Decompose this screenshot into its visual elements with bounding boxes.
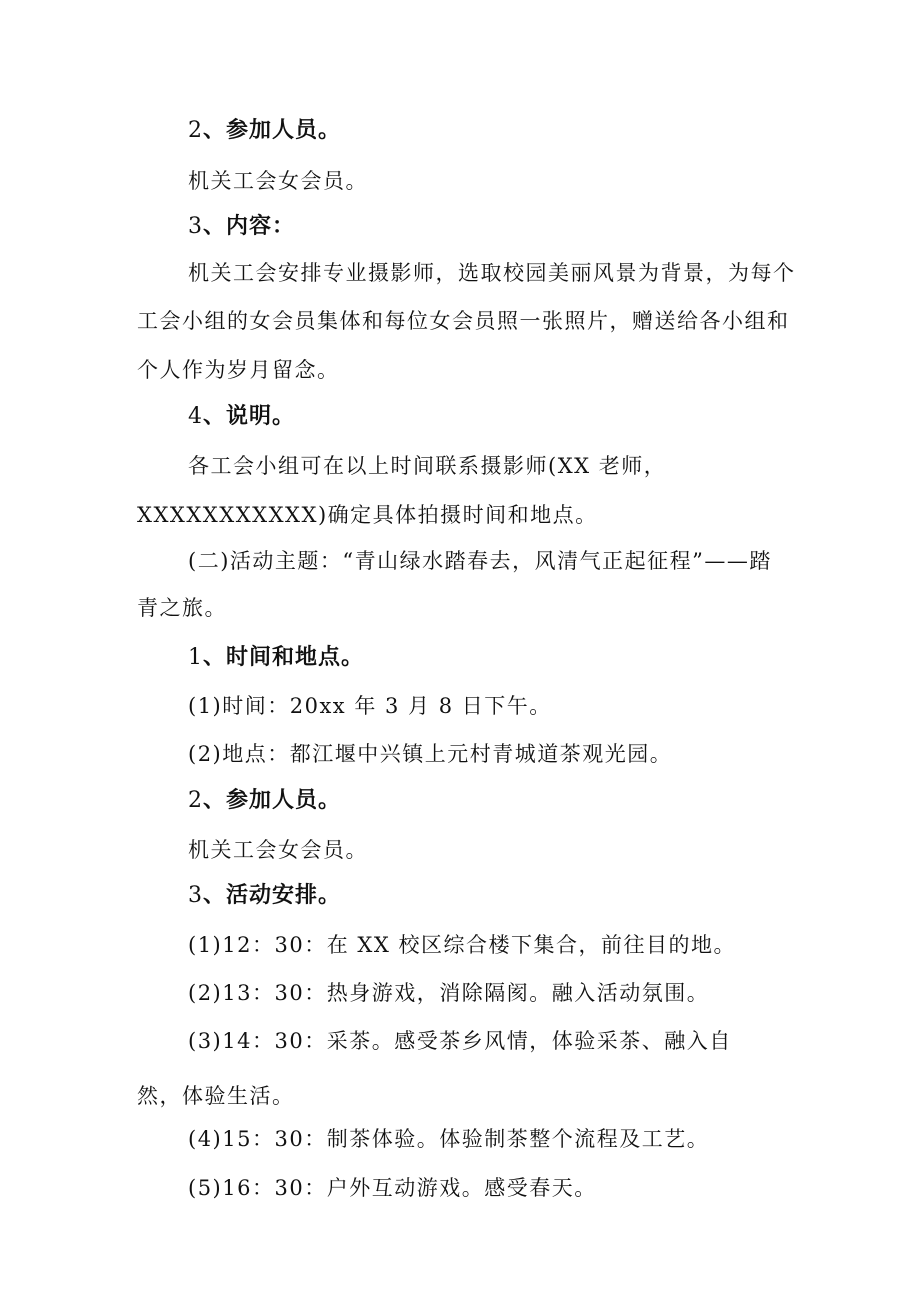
- paragraph-line: (1)时间：20xx 年 3 月 8 日下午。: [188, 694, 552, 718]
- section-number: 1: [188, 645, 203, 670]
- schedule-item-continued: 然，体验生活。: [137, 1084, 295, 1108]
- paragraph-line: 机关工会女会员。: [188, 169, 368, 193]
- section-number: 3: [188, 883, 203, 908]
- schedule-item: (1)12：30：在 XX 校区综合楼下集合，前往目的地。: [188, 933, 736, 957]
- paragraph-line: 各工会小组可在以上时间联系摄影师(XX 老师，: [188, 454, 667, 478]
- section-title: 、说明。: [203, 404, 296, 429]
- section-heading-participants: [188, 116, 341, 146]
- section-title: 、参加人员。: [203, 788, 342, 813]
- schedule-item: (4)15：30：制茶体验。体验制茶整个流程及工艺。: [188, 1127, 710, 1151]
- section-heading-time-place: [188, 643, 364, 673]
- section-number: 2: [188, 118, 203, 143]
- paragraph-line: 机关工会安排专业摄影师，选取校园美丽风景为背景，为每个: [188, 261, 796, 285]
- section-heading-schedule: [188, 881, 341, 911]
- paragraph-line: 个人作为岁月留念。: [137, 358, 340, 382]
- section-heading-notes: [188, 402, 295, 432]
- schedule-item: (3)14：30：采茶。感受茶乡风情，体验采茶、融入自: [188, 1029, 732, 1053]
- paragraph-line: XXXXXXXXXXX)确定具体拍摄时间和地点。: [137, 503, 598, 527]
- section-heading-participants: [188, 786, 341, 816]
- schedule-item: (2)13：30：热身游戏，消除隔阂。融入活动氛围。: [188, 981, 710, 1005]
- section-title: 、活动安排。: [203, 883, 342, 908]
- section-number: 3: [188, 214, 203, 239]
- section-number: 2: [188, 788, 203, 813]
- section-title: 、参加人员。: [203, 118, 342, 143]
- section-title: 、时间和地点。: [203, 645, 365, 670]
- paragraph-line: (二)活动主题：“青山绿水踏春去，风清气正起征程”——踏: [188, 549, 772, 573]
- paragraph-line: 机关工会女会员。: [188, 838, 368, 862]
- section-heading-content: [188, 212, 295, 242]
- paragraph-line: 工会小组的女会员集体和每位女会员照一张照片，赠送给各小组和: [137, 309, 790, 333]
- paragraph-line: (2)地点：都江堰中兴镇上元村青城道茶观光园。: [188, 742, 673, 766]
- schedule-item: (5)16：30：户外互动游戏。感受春天。: [188, 1176, 597, 1200]
- section-title: 、内容：: [203, 214, 296, 239]
- paragraph-line: 青之旅。: [137, 596, 227, 620]
- section-number: 4: [188, 404, 203, 429]
